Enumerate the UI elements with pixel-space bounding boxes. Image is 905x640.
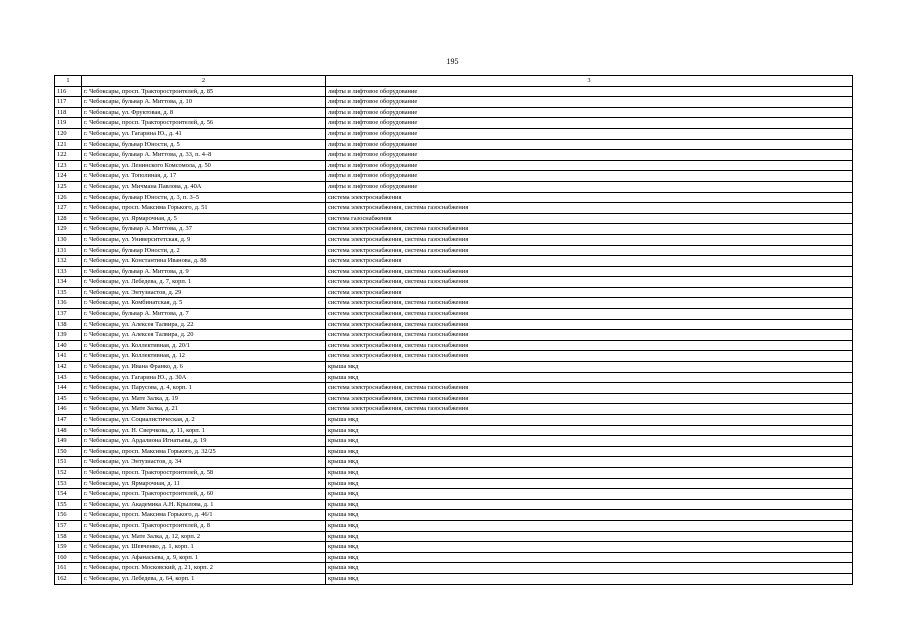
- row-address: г. Чебоксары, просп. Тракторостроителей, д. 85: [82, 86, 326, 97]
- row-address: г. Чебоксары, ул. Коллективная, д. 20/1: [82, 340, 326, 351]
- table-row: [55, 234, 853, 245]
- row-work-type: крыша мкд: [326, 467, 853, 478]
- table-row: [55, 489, 853, 500]
- row-address: г. Чебоксары, ул. Мате Залка, д. 21: [82, 404, 326, 415]
- row-work-type: лифты и лифтовое оборудование: [326, 171, 853, 182]
- row-work-type: лифты и лифтовое оборудование: [326, 160, 853, 171]
- row-number: 124: [55, 171, 82, 182]
- table-row: [55, 542, 853, 553]
- table-row: [55, 277, 853, 288]
- row-address: г. Чебоксары, ул. Гагарина Ю., д. 41: [82, 128, 326, 139]
- row-address: г. Чебоксары, ул. Афанасьева, д. 9, корп. 1: [82, 552, 326, 563]
- table-row: [55, 340, 853, 351]
- row-number: 118: [55, 107, 82, 118]
- row-address: г. Чебоксары, ул. Гагарина Ю., д. 30А: [82, 372, 326, 383]
- row-work-type: система электроснабжения, система газоснабжения: [326, 277, 853, 288]
- row-work-type: крыша мкд: [326, 446, 853, 457]
- row-address: г. Чебоксары, просп. Тракторостроителей, д. 8: [82, 520, 326, 531]
- row-work-type: крыша мкд: [326, 542, 853, 553]
- row-work-type: система электроснабжения, система газоснабжения: [326, 330, 853, 341]
- row-work-type: лифты и лифтовое оборудование: [326, 107, 853, 118]
- row-number: 123: [55, 160, 82, 171]
- row-number: 117: [55, 97, 82, 108]
- row-work-type: крыша мкд: [326, 531, 853, 542]
- row-number: 125: [55, 181, 82, 192]
- row-work-type: крыша мкд: [326, 362, 853, 373]
- row-address: г. Чебоксары, ул. Ярмарочная, д. 5: [82, 213, 326, 224]
- table-row: [55, 181, 853, 192]
- row-address: г. Чебоксары, ул. Мате Залка, д. 12, корп. 2: [82, 531, 326, 542]
- row-number: 146: [55, 404, 82, 415]
- table-row: [55, 287, 853, 298]
- row-work-type: система электроснабжения: [326, 192, 853, 203]
- row-address: г. Чебоксары, ул. Тополиная, д. 17: [82, 171, 326, 182]
- table-row: [55, 552, 853, 563]
- row-address: г. Чебоксары, просп. Тракторостроителей, д. 60: [82, 489, 326, 500]
- row-number: 127: [55, 203, 82, 214]
- column-header-address: 2: [82, 76, 326, 87]
- row-address: г. Чебоксары, ул. Шевченко, д. 1, корп. 1: [82, 542, 326, 553]
- row-work-type: крыша мкд: [326, 372, 853, 383]
- row-number: 144: [55, 383, 82, 394]
- row-number: 121: [55, 139, 82, 150]
- table-row: [55, 203, 853, 214]
- row-address: г. Чебоксары, ул. Комбинатская, д. 5: [82, 298, 326, 309]
- row-number: 160: [55, 552, 82, 563]
- row-address: г. Чебоксары, бульвар А. Миттова, д. 37: [82, 224, 326, 235]
- row-number: 140: [55, 340, 82, 351]
- row-number: 126: [55, 192, 82, 203]
- row-work-type: система электроснабжения: [326, 287, 853, 298]
- row-number: 119: [55, 118, 82, 129]
- row-work-type: система электроснабжения, система газоснабжения: [326, 383, 853, 394]
- row-work-type: система электроснабжения, система газоснабжения: [326, 319, 853, 330]
- table-row: [55, 436, 853, 447]
- table-row: [55, 256, 853, 267]
- row-work-type: крыша мкд: [326, 457, 853, 468]
- row-work-type: система электроснабжения, система газоснабжения: [326, 224, 853, 235]
- row-number: 141: [55, 351, 82, 362]
- column-header-work-type: 3: [326, 76, 853, 87]
- table-row: [55, 478, 853, 489]
- row-number: 134: [55, 277, 82, 288]
- row-address: г. Чебоксары, ул. Н. Сверчкова, д. 11, корп. 1: [82, 425, 326, 436]
- row-address: г. Чебоксары, бульвар А. Миттова, д. 7: [82, 309, 326, 320]
- table-row: [55, 128, 853, 139]
- row-work-type: крыша мкд: [326, 552, 853, 563]
- row-work-type: крыша мкд: [326, 425, 853, 436]
- column-header-number: 1: [55, 76, 82, 87]
- row-work-type: лифты и лифтовое оборудование: [326, 181, 853, 192]
- row-work-type: крыша мкд: [326, 478, 853, 489]
- table-row: [55, 330, 853, 341]
- table-header-row: [55, 76, 853, 87]
- row-work-type: система электроснабжения, система газоснабжения: [326, 351, 853, 362]
- row-address: г. Чебоксары, бульвар А. Миттова, д. 33, п. 4–8: [82, 150, 326, 161]
- row-work-type: лифты и лифтовое оборудование: [326, 97, 853, 108]
- row-address: г. Чебоксары, ул. Энтузиастов, д. 29: [82, 287, 326, 298]
- row-address: г. Чебоксары, ул. Ленинского Комсомола, д. 50: [82, 160, 326, 171]
- row-work-type: система электроснабжения, система газоснабжения: [326, 203, 853, 214]
- row-address: г. Чебоксары, просп. Максима Горького, д. 32/25: [82, 446, 326, 457]
- row-work-type: лифты и лифтовое оборудование: [326, 118, 853, 129]
- table-row: [55, 520, 853, 531]
- table-row: [55, 86, 853, 97]
- table-row: [55, 213, 853, 224]
- row-work-type: система электроснабжения, система газоснабжения: [326, 245, 853, 256]
- row-number: 147: [55, 415, 82, 426]
- row-work-type: крыша мкд: [326, 489, 853, 500]
- row-work-type: крыша мкд: [326, 510, 853, 521]
- row-work-type: крыша мкд: [326, 415, 853, 426]
- row-address: г. Чебоксары, бульвар А. Миттова, д. 10: [82, 97, 326, 108]
- row-number: 151: [55, 457, 82, 468]
- row-number: 156: [55, 510, 82, 521]
- table-row: [55, 171, 853, 182]
- row-number: 131: [55, 245, 82, 256]
- table-row: [55, 425, 853, 436]
- row-number: 130: [55, 234, 82, 245]
- row-work-type: крыша мкд: [326, 573, 853, 584]
- row-number: 161: [55, 563, 82, 574]
- row-work-type: крыша мкд: [326, 520, 853, 531]
- row-number: 133: [55, 266, 82, 277]
- table-row: [55, 510, 853, 521]
- row-number: 159: [55, 542, 82, 553]
- table-row: [55, 362, 853, 373]
- table-row: [55, 298, 853, 309]
- row-number: 150: [55, 446, 82, 457]
- table-row: [55, 118, 853, 129]
- table-row: [55, 415, 853, 426]
- row-address: г. Чебоксары, ул. Академика А.Н. Крылова, д. 1: [82, 499, 326, 510]
- row-address: г. Чебоксары, ул. Социалистическая, д. 2: [82, 415, 326, 426]
- row-number: 143: [55, 372, 82, 383]
- row-address: г. Чебоксары, ул. Ивана Франко, д. 6: [82, 362, 326, 373]
- address-table: [54, 75, 853, 585]
- table-row: [55, 531, 853, 542]
- row-address: г. Чебоксары, ул. Мичмана Павлова, д. 40А: [82, 181, 326, 192]
- row-number: 116: [55, 86, 82, 97]
- row-number: 148: [55, 425, 82, 436]
- table-row: [55, 97, 853, 108]
- row-work-type: крыша мкд: [326, 499, 853, 510]
- row-number: 135: [55, 287, 82, 298]
- row-work-type: лифты и лифтовое оборудование: [326, 128, 853, 139]
- row-work-type: система газоснабжения: [326, 213, 853, 224]
- row-number: 138: [55, 319, 82, 330]
- row-number: 136: [55, 298, 82, 309]
- table-row: [55, 160, 853, 171]
- row-work-type: система электроснабжения, система газоснабжения: [326, 309, 853, 320]
- row-number: 145: [55, 393, 82, 404]
- row-number: 129: [55, 224, 82, 235]
- row-address: г. Чебоксары, бульвар А. Миттова, д. 9: [82, 266, 326, 277]
- table-row: [55, 266, 853, 277]
- table-row: [55, 319, 853, 330]
- row-number: 155: [55, 499, 82, 510]
- row-address: г. Чебоксары, ул. Коллективная, д. 12: [82, 351, 326, 362]
- page-number: 195: [446, 57, 459, 66]
- row-address: г. Чебоксары, бульвар Юности, д. 2: [82, 245, 326, 256]
- table-row: [55, 372, 853, 383]
- row-address: г. Чебоксары, просп. Тракторостроителей, д. 56: [82, 118, 326, 129]
- row-address: г. Чебоксары, бульвар Юности, д. 5: [82, 139, 326, 150]
- table-row: [55, 192, 853, 203]
- row-address: г. Чебоксары, просп. Тракторостроителей, д. 58: [82, 467, 326, 478]
- row-number: 128: [55, 213, 82, 224]
- row-work-type: система электроснабжения, система газоснабжения: [326, 298, 853, 309]
- row-number: 120: [55, 128, 82, 139]
- table-row: [55, 446, 853, 457]
- table-row: [55, 139, 853, 150]
- row-work-type: система электроснабжения, система газоснабжения: [326, 234, 853, 245]
- table-row: [55, 150, 853, 161]
- row-number: 157: [55, 520, 82, 531]
- row-address: г. Чебоксары, ул. Алексея Талвира, д. 20: [82, 330, 326, 341]
- row-number: 139: [55, 330, 82, 341]
- row-work-type: лифты и лифтовое оборудование: [326, 86, 853, 97]
- row-work-type: крыша мкд: [326, 563, 853, 574]
- table-row: [55, 404, 853, 415]
- row-address: г. Чебоксары, ул. Фруктовая, д. 8: [82, 107, 326, 118]
- row-address: г. Чебоксары, ул. Мате Залка, д. 19: [82, 393, 326, 404]
- table-row: [55, 499, 853, 510]
- row-work-type: система электроснабжения, система газоснабжения: [326, 393, 853, 404]
- row-number: 122: [55, 150, 82, 161]
- row-address: г. Чебоксары, ул. Ярмарочная, д. 11: [82, 478, 326, 489]
- row-address: г. Чебоксары, просп. Московский, д. 21, корп. 2: [82, 563, 326, 574]
- row-address: г. Чебоксары, ул. Ардалиона Игнатьева, д. 19: [82, 436, 326, 447]
- row-address: г. Чебоксары, бульвар Юности, д. 3, п. 3–5: [82, 192, 326, 203]
- row-work-type: лифты и лифтовое оборудование: [326, 150, 853, 161]
- row-address: г. Чебоксары, ул. Университетская, д. 9: [82, 234, 326, 245]
- row-address: г. Чебоксары, просп. Максима Горького, д. 51: [82, 203, 326, 214]
- table-row: [55, 309, 853, 320]
- row-number: 149: [55, 436, 82, 447]
- row-number: 132: [55, 256, 82, 267]
- table-row: [55, 224, 853, 235]
- row-work-type: система электроснабжения: [326, 256, 853, 267]
- row-work-type: система электроснабжения, система газоснабжения: [326, 340, 853, 351]
- row-number: 158: [55, 531, 82, 542]
- row-work-type: лифты и лифтовое оборудование: [326, 139, 853, 150]
- table-row: [55, 457, 853, 468]
- row-address: г. Чебоксары, ул. Энтузиастов, д. 34: [82, 457, 326, 468]
- row-number: 154: [55, 489, 82, 500]
- row-address: г. Чебоксары, ул. Лебедева, д. 7, корп. 1: [82, 277, 326, 288]
- table-row: [55, 107, 853, 118]
- row-number: 137: [55, 309, 82, 320]
- row-work-type: система электроснабжения, система газоснабжения: [326, 404, 853, 415]
- row-number: 162: [55, 573, 82, 584]
- row-number: 152: [55, 467, 82, 478]
- table-row: [55, 245, 853, 256]
- row-address: г. Чебоксары, ул. Парусова, д. 4, корп. 1: [82, 383, 326, 394]
- table-row: [55, 467, 853, 478]
- row-address: г. Чебоксары, ул. Лебедева, д. 64, корп. 1: [82, 573, 326, 584]
- row-address: г. Чебоксары, просп. Максима Горького, д. 46/1: [82, 510, 326, 521]
- table-row: [55, 563, 853, 574]
- row-address: г. Чебоксары, ул. Алексея Талвира, д. 22: [82, 319, 326, 330]
- table-row: [55, 573, 853, 584]
- row-address: г. Чебоксары, ул. Константина Иванова, д. 88: [82, 256, 326, 267]
- table-body: [55, 86, 853, 584]
- row-work-type: система электроснабжения, система газоснабжения: [326, 266, 853, 277]
- table-row: [55, 393, 853, 404]
- table-row: [55, 351, 853, 362]
- row-work-type: крыша мкд: [326, 436, 853, 447]
- row-number: 142: [55, 362, 82, 373]
- row-number: 153: [55, 478, 82, 489]
- table-row: [55, 383, 853, 394]
